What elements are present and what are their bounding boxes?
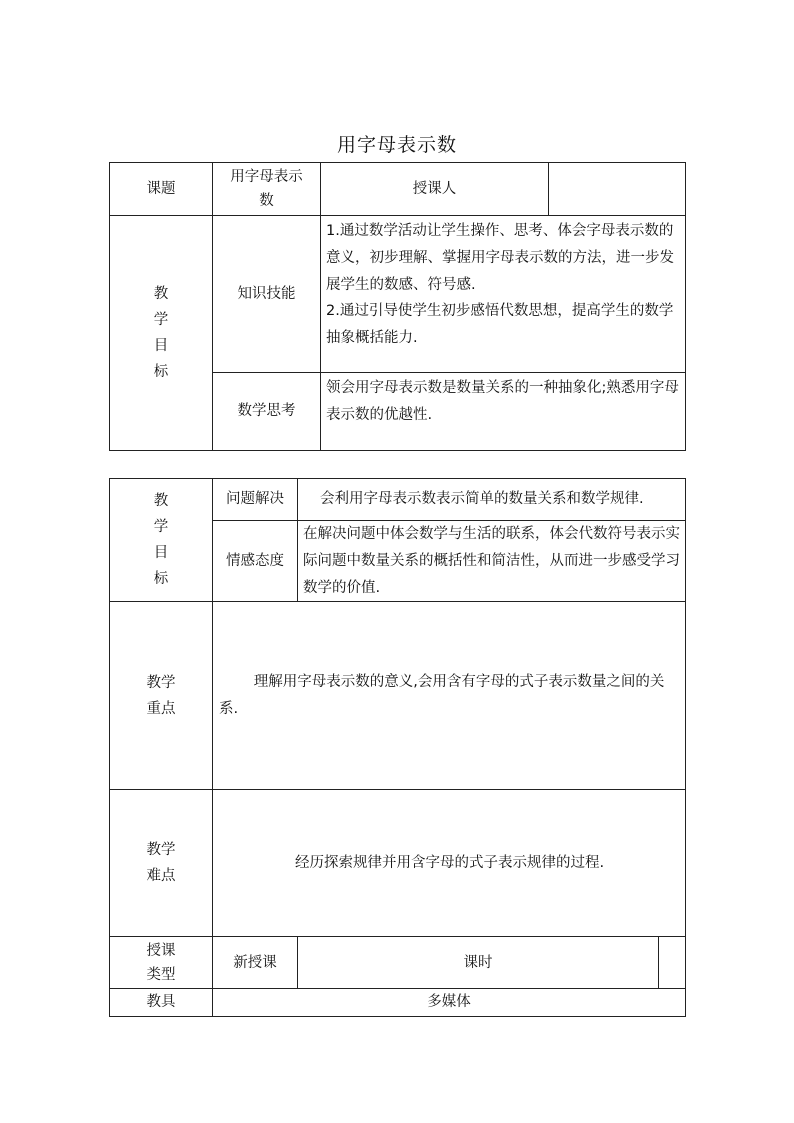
page-title: 用字母表示数 xyxy=(336,134,457,156)
lesson-info-table xyxy=(109,162,686,451)
topic-value xyxy=(213,163,321,216)
teacher-label: 授课人 xyxy=(321,163,549,216)
objectives-char: 目 xyxy=(153,545,169,562)
lesson-type-label xyxy=(110,937,213,989)
objectives-char: 教 xyxy=(153,286,169,302)
difficulties-text: 经历探索规律并用含字母的式子表示规律的过程. xyxy=(213,790,686,937)
period-value xyxy=(659,937,686,989)
math-thinking-label: 数学思考 xyxy=(213,373,321,451)
period-label: 课时 xyxy=(298,937,659,989)
key-points-label-line2: 重点 xyxy=(146,700,176,717)
topic-value-line1: 用字母表示 xyxy=(230,169,303,185)
topic-label: 课题 xyxy=(110,163,213,216)
attitude-text: 在解决问题中体会数学与生活的联系，体会代数符号表示实际问题中数量关系的概括性和简洁性，从而进一步感受学习数学的价值. xyxy=(298,521,686,602)
problem-solving-text: 会利用字母表示数表示简单的数量关系和数学规律. xyxy=(298,479,686,521)
teacher-value xyxy=(549,163,686,216)
objectives-char: 标 xyxy=(153,364,169,380)
objectives-char: 教 xyxy=(153,493,169,510)
tools-value: 多媒体 xyxy=(213,989,686,1017)
difficulties-label-line1: 教学 xyxy=(146,842,176,859)
key-points-text: 理解用字母表示数的意义,会用含有字母的式子表示数量之间的关系. xyxy=(213,602,686,790)
knowledge-text-2: 2.通过引导使学生初步感悟代数思想，提高学生的数学抽象概括能力. xyxy=(326,303,674,347)
key-points-label xyxy=(110,602,213,790)
lesson-type-label-line2: 类型 xyxy=(146,966,176,983)
lesson-type-label-line1: 授课 xyxy=(146,942,176,959)
objectives-char: 目 xyxy=(153,338,169,354)
knowledge-text xyxy=(321,216,686,373)
objectives-char: 学 xyxy=(153,312,169,328)
difficulties-label-line2: 难点 xyxy=(146,868,176,885)
key-points-label-line1: 教学 xyxy=(146,674,176,691)
objectives-char: 标 xyxy=(153,571,169,588)
tools-label: 教具 xyxy=(110,989,213,1017)
difficulties-label xyxy=(110,790,213,937)
knowledge-label: 知识技能 xyxy=(213,216,321,373)
topic-value-line2: 数 xyxy=(259,193,274,209)
attitude-label: 情感态度 xyxy=(213,521,298,602)
lesson-detail-table xyxy=(109,478,686,1017)
objectives-char: 学 xyxy=(153,519,169,536)
lesson-type-value: 新授课 xyxy=(213,937,298,989)
objectives-label xyxy=(110,216,213,451)
objectives-label-2 xyxy=(110,479,213,602)
knowledge-text-1: 1.通过数学活动让学生操作、思考、体会字母表示数的意义，初步理解、掌握用字母表示数的方法，进一步发展学生的数感、符号感. xyxy=(326,223,674,293)
problem-solving-label: 问题解决 xyxy=(213,479,298,521)
math-thinking-text: 领会用字母表示数是数量关系的一种抽象化;熟悉用字母表示数的优越性. xyxy=(321,373,686,451)
